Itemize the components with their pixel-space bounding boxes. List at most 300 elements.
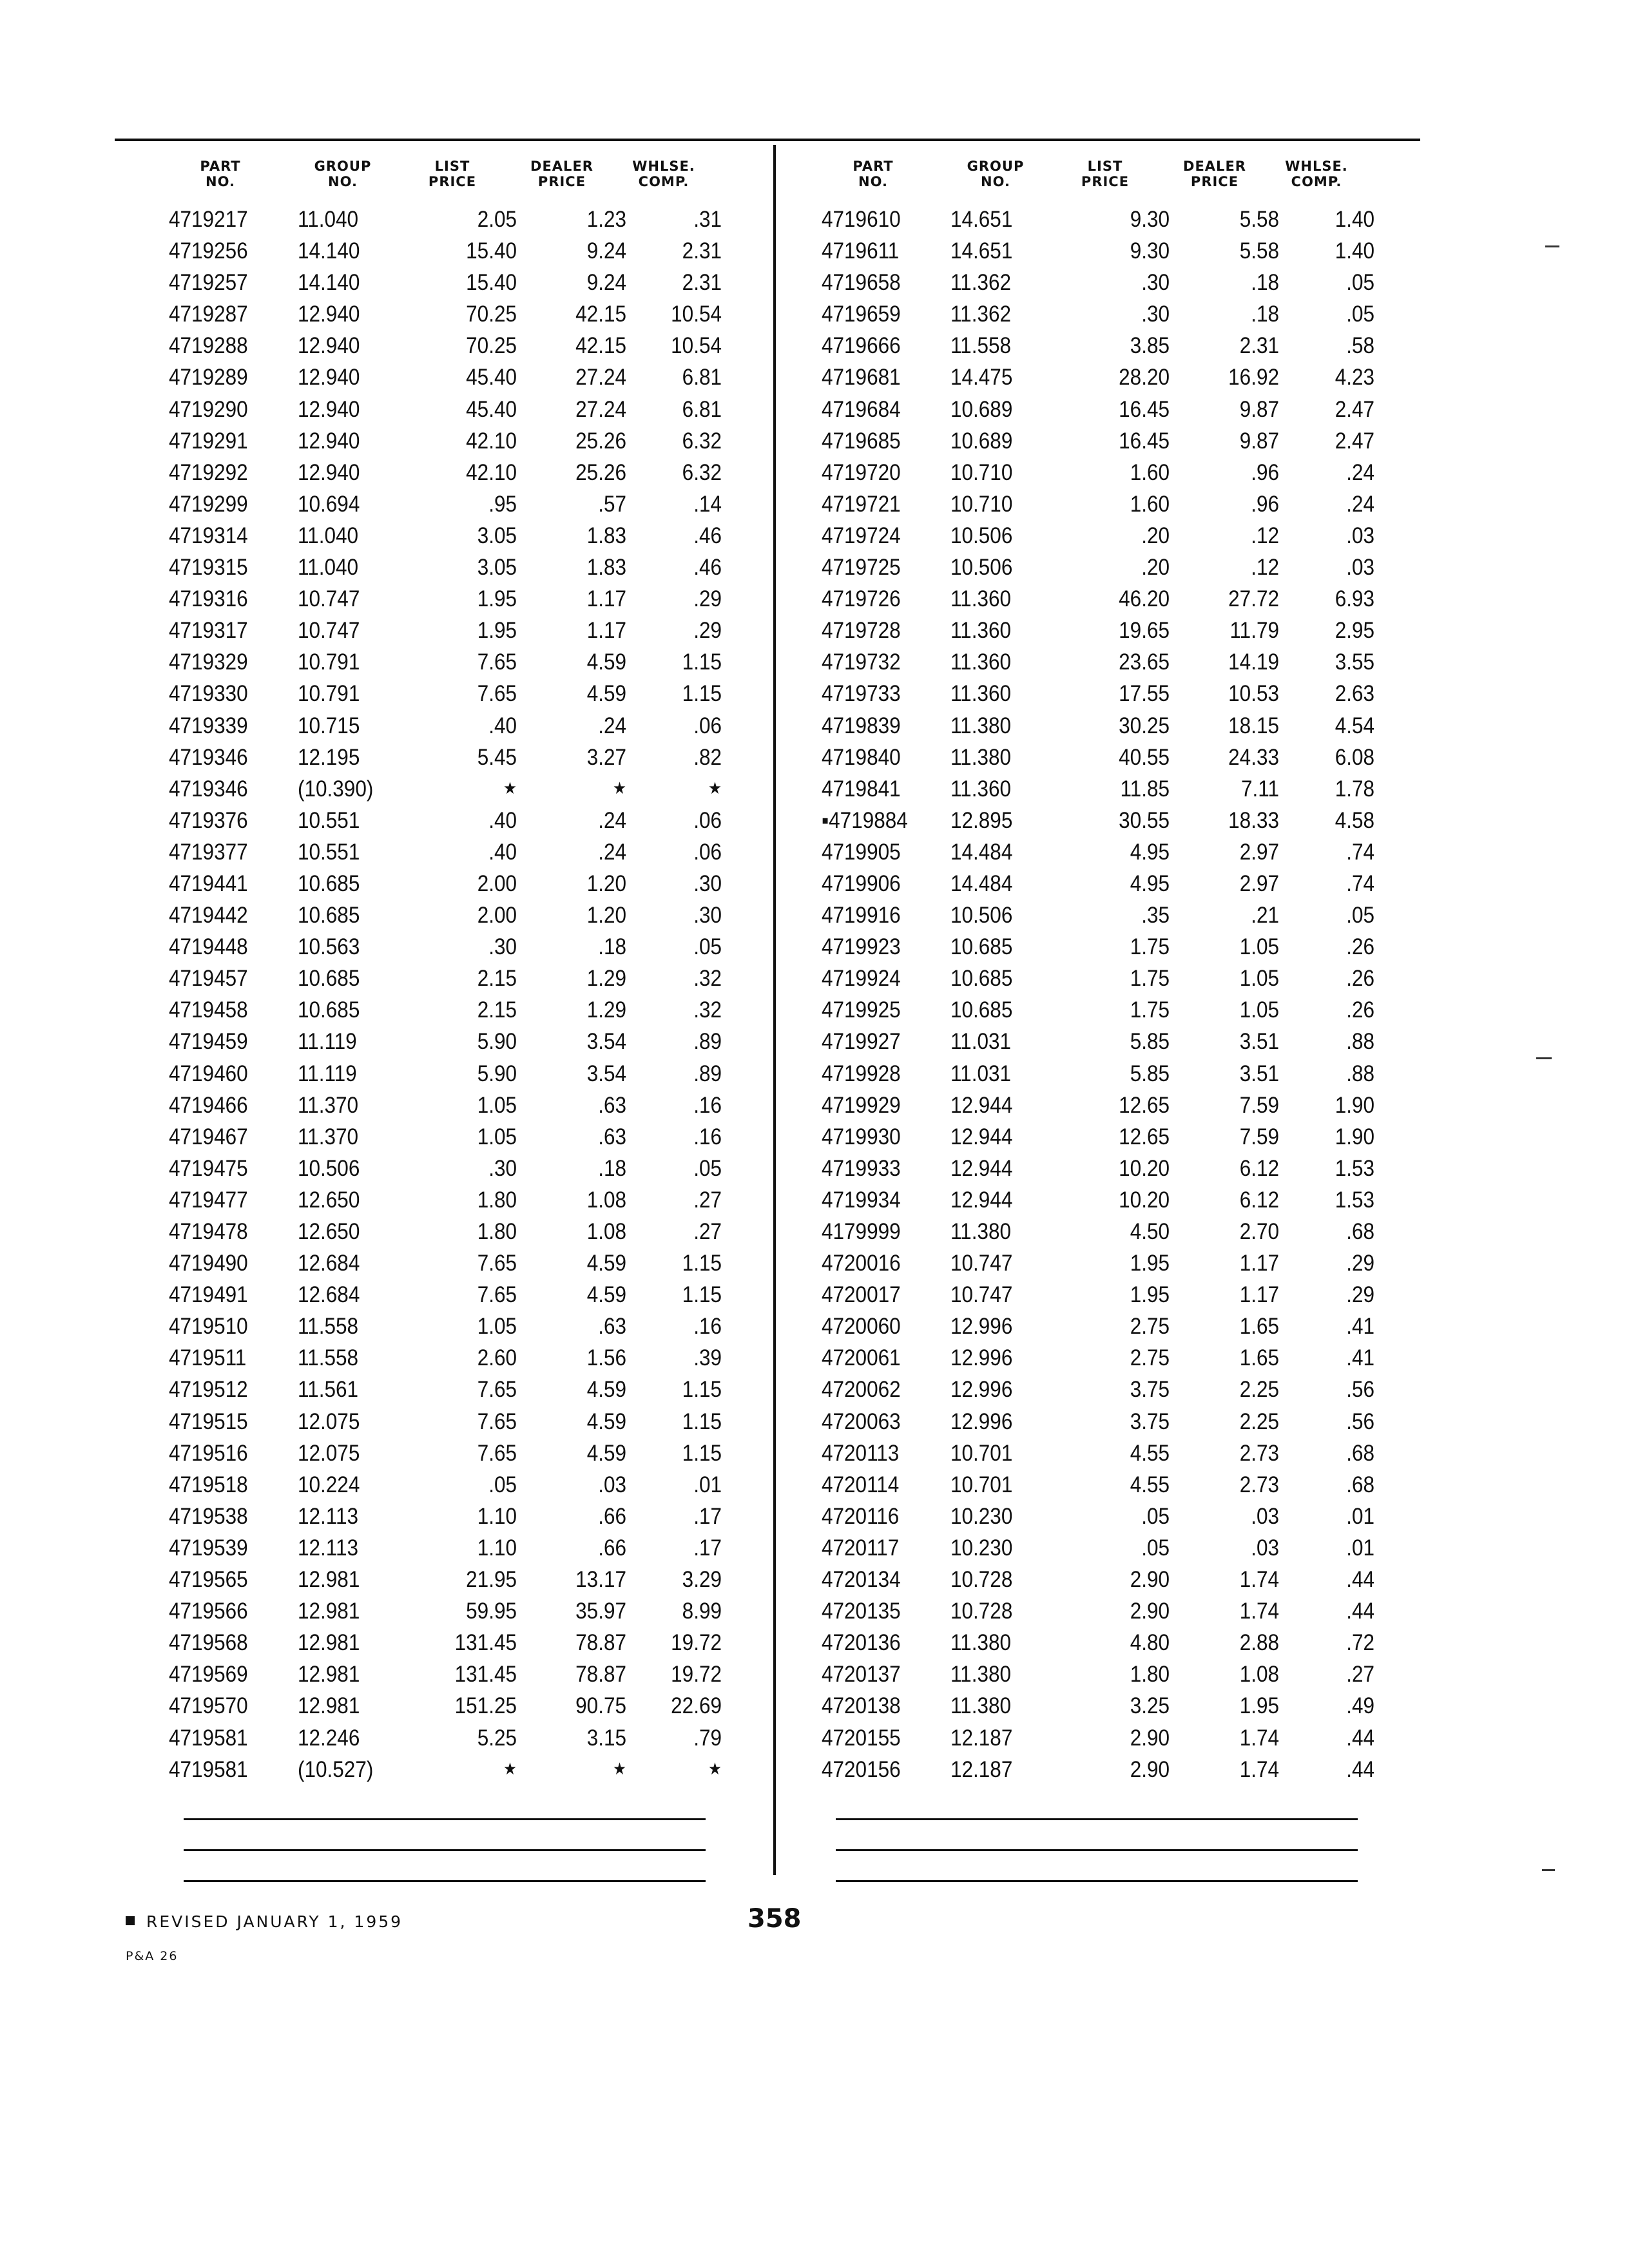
- table-row: [822, 678, 1414, 709]
- group-no-cell: 11.360: [950, 776, 1012, 802]
- group-no-cell: 11.360: [950, 681, 1012, 707]
- part-no-cell: 4719733: [822, 681, 901, 707]
- table-row: [169, 1121, 762, 1153]
- part-no-cell: 4719299: [169, 491, 248, 517]
- group-no-cell: 12.940: [298, 428, 360, 454]
- list-price-cell: 1.05: [477, 1092, 517, 1118]
- group-no-cell: 12.650: [298, 1187, 360, 1213]
- header-group-no: GROUP NO.: [314, 159, 372, 189]
- margin-mark: [1542, 1869, 1555, 1871]
- part-no-cell: 4720138: [822, 1693, 901, 1719]
- list-price-cell: 3.75: [1130, 1408, 1170, 1434]
- table-row: [822, 1501, 1414, 1532]
- group-no-cell: 12.246: [298, 1725, 360, 1751]
- table-row: [169, 773, 762, 805]
- part-no-cell: 4719329: [169, 649, 248, 675]
- part-no-cell: 4720116: [822, 1503, 900, 1529]
- table-row: [822, 1690, 1414, 1722]
- group-no-cell: 11.360: [950, 649, 1012, 675]
- list-price-cell: 9.30: [1130, 207, 1170, 232]
- dealer-price-cell: 1.74: [1239, 1599, 1279, 1624]
- part-no-cell: 4719681: [822, 365, 901, 390]
- whlse-comp-cell: 22.69: [671, 1693, 722, 1719]
- group-no-cell: 10.747: [950, 1251, 1013, 1276]
- header-list-price: LIST PRICE: [428, 159, 477, 189]
- table-header: [822, 159, 1414, 197]
- table-row: [169, 1690, 762, 1722]
- dealer-price-cell: 4.59: [586, 1282, 626, 1308]
- whlse-comp-cell: .88: [1346, 1029, 1374, 1055]
- dealer-price-cell: 1.08: [586, 1219, 626, 1244]
- dealer-price-cell: 3.51: [1239, 1061, 1279, 1086]
- table-row: [822, 994, 1414, 1026]
- list-price-cell: 1.95: [1130, 1251, 1170, 1276]
- dealer-price-cell: 1.23: [586, 207, 626, 232]
- part-no-cell: 4719570: [169, 1693, 248, 1719]
- list-price-cell: 12.65: [1119, 1124, 1170, 1149]
- dealer-price-cell: 2.73: [1239, 1472, 1279, 1497]
- whlse-comp-cell: 1.53: [1335, 1155, 1374, 1181]
- group-no-cell: 10.551: [298, 807, 360, 833]
- header-part-no: PART NO.: [200, 159, 241, 189]
- list-price-cell: 4.95: [1130, 870, 1170, 896]
- group-no-cell: 10.230: [950, 1503, 1013, 1529]
- whlse-comp-cell: 1.15: [682, 1251, 722, 1276]
- list-price-cell: .40: [488, 807, 517, 833]
- header-dealer-price: DEALER PRICE: [1183, 159, 1246, 189]
- group-no-cell: 14.140: [298, 238, 360, 264]
- whlse-comp-cell: .06: [693, 713, 722, 738]
- part-no-cell: 4719569: [169, 1662, 248, 1687]
- group-no-cell: 10.728: [950, 1599, 1013, 1624]
- whlse-comp-cell: .05: [1346, 302, 1374, 327]
- table-row: [822, 488, 1414, 520]
- dealer-price-cell: 2.25: [1239, 1377, 1279, 1403]
- list-price-cell: 7.65: [477, 1377, 517, 1403]
- group-no-cell: 11.040: [298, 207, 359, 232]
- list-price-cell: 1.75: [1130, 966, 1170, 992]
- column-divider: [773, 145, 776, 1875]
- right-price-table: [822, 159, 1414, 1785]
- table-row: [822, 615, 1414, 646]
- part-no-cell: 4719346: [169, 776, 248, 802]
- group-no-cell: 12.944: [950, 1124, 1013, 1149]
- table-row: [822, 457, 1414, 488]
- group-no-cell: 10.728: [950, 1567, 1013, 1593]
- dealer-price-cell: 42.15: [575, 333, 626, 359]
- part-no-cell: 4719217: [169, 207, 248, 232]
- whlse-comp-cell: 1.15: [682, 1440, 722, 1466]
- whlse-comp-cell: .05: [1346, 903, 1374, 928]
- part-no-cell: 4719923: [822, 934, 901, 960]
- table-row: [822, 1279, 1414, 1311]
- list-price-cell: 2.15: [477, 997, 517, 1023]
- dealer-price-cell: 1.56: [586, 1345, 626, 1371]
- dealer-price-cell: 6.12: [1239, 1155, 1279, 1181]
- list-price-cell: 30.55: [1119, 807, 1170, 833]
- list-price-cell: 7.65: [477, 1440, 517, 1466]
- part-no-cell: 4719467: [169, 1124, 248, 1149]
- dealer-price-cell: 1.05: [1239, 934, 1279, 960]
- whlse-comp-cell: .30: [693, 870, 722, 896]
- whlse-comp-cell: .26: [1346, 934, 1374, 960]
- dealer-price-cell: .21: [1251, 903, 1279, 928]
- whlse-comp-cell: 1.15: [682, 1408, 722, 1434]
- part-no-cell: 4719538: [169, 1503, 248, 1529]
- whlse-comp-cell: .05: [693, 934, 722, 960]
- whlse-comp-cell: 1.90: [1335, 1124, 1374, 1149]
- table-row: [169, 1658, 762, 1690]
- dealer-price-cell: .18: [1251, 270, 1279, 296]
- table-row: [822, 552, 1414, 583]
- list-price-cell: 70.25: [466, 302, 517, 327]
- dealer-price-cell: 14.19: [1228, 649, 1279, 675]
- part-no-cell: 4719839: [822, 713, 901, 738]
- table-row: [169, 1595, 762, 1627]
- table-row: [169, 361, 762, 393]
- list-price-cell: 15.40: [466, 270, 517, 296]
- group-no-cell: 11.380: [950, 1219, 1012, 1244]
- list-price-cell: 45.40: [466, 365, 517, 390]
- list-price-cell: 5.85: [1130, 1029, 1170, 1055]
- dealer-price-cell: .24: [598, 839, 626, 865]
- table-row: [169, 1754, 762, 1785]
- whlse-comp-cell: .05: [1346, 270, 1374, 296]
- margin-mark: [1545, 245, 1559, 247]
- list-price-cell: 4.55: [1130, 1440, 1170, 1466]
- list-price-cell: 30.25: [1119, 713, 1170, 738]
- part-no-cell: 4719566: [169, 1599, 248, 1624]
- whlse-comp-cell: .89: [693, 1029, 722, 1055]
- dealer-price-cell: 1.29: [586, 966, 626, 992]
- table-row: [169, 963, 762, 994]
- group-no-cell: 11.040: [298, 523, 359, 548]
- whlse-comp-cell: 1.15: [682, 1377, 722, 1403]
- list-price-cell: 3.05: [477, 523, 517, 548]
- list-price-cell: 42.10: [466, 428, 517, 454]
- dealer-price-cell: .63: [598, 1092, 626, 1118]
- part-no-cell: 4719518: [169, 1472, 248, 1497]
- table-row: [169, 552, 762, 583]
- part-no-cell: 4719477: [169, 1187, 248, 1213]
- list-price-cell: 70.25: [466, 333, 517, 359]
- whlse-comp-cell: .72: [1346, 1630, 1374, 1656]
- list-price-cell: 151.25: [454, 1693, 517, 1719]
- dealer-price-cell: 4.59: [586, 1377, 626, 1403]
- whlse-comp-cell: .27: [693, 1219, 722, 1244]
- dealer-price-cell: 9.87: [1239, 428, 1279, 454]
- part-no-cell: 4719539: [169, 1535, 248, 1561]
- whlse-comp-cell: ★: [708, 778, 722, 798]
- dealer-price-cell: 27.24: [575, 365, 626, 390]
- table-row: [169, 488, 762, 520]
- list-price-cell: 2.00: [477, 903, 517, 928]
- group-no-cell: (10.527): [298, 1756, 374, 1782]
- dealer-price-cell: 24.33: [1228, 744, 1279, 770]
- whlse-comp-cell: .16: [693, 1314, 722, 1340]
- dealer-price-cell: 1.08: [586, 1187, 626, 1213]
- table-row: [169, 1090, 762, 1121]
- whlse-comp-cell: .29: [1346, 1282, 1374, 1308]
- list-price-cell: 1.75: [1130, 997, 1170, 1023]
- left-price-table: [169, 159, 762, 1785]
- whlse-comp-cell: .29: [1346, 1251, 1374, 1276]
- table-row: [822, 1342, 1414, 1374]
- dealer-price-cell: 7.59: [1239, 1124, 1279, 1149]
- part-no-cell: 4720061: [822, 1345, 901, 1371]
- dealer-price-cell: 1.65: [1239, 1314, 1279, 1340]
- table-row: [822, 583, 1414, 615]
- table-row: [169, 805, 762, 836]
- whlse-comp-cell: .88: [1346, 1061, 1374, 1086]
- dealer-price-cell: .66: [598, 1535, 626, 1561]
- table-body: [169, 204, 762, 1785]
- part-no-cell: 4720017: [822, 1282, 901, 1308]
- group-no-cell: 10.506: [298, 1155, 360, 1181]
- part-no-cell: 4719925: [822, 997, 901, 1023]
- group-no-cell: 10.689: [950, 428, 1013, 454]
- list-price-cell: .35: [1141, 903, 1170, 928]
- list-price-cell: 131.45: [454, 1662, 517, 1687]
- whlse-comp-cell: 1.15: [682, 681, 722, 707]
- dealer-price-cell: 4.59: [586, 1408, 626, 1434]
- whlse-comp-cell: .32: [693, 997, 722, 1023]
- dealer-price-cell: 7.59: [1239, 1092, 1279, 1118]
- table-row: [169, 1722, 762, 1754]
- table-row: [169, 1184, 762, 1216]
- whlse-comp-cell: 1.40: [1335, 238, 1374, 264]
- group-no-cell: 11.360: [950, 586, 1012, 612]
- whlse-comp-cell: .74: [1346, 839, 1374, 865]
- group-no-cell: 11.380: [950, 1662, 1012, 1687]
- dealer-price-cell: 2.25: [1239, 1408, 1279, 1434]
- group-no-cell: 12.075: [298, 1408, 360, 1434]
- list-price-cell: 4.80: [1130, 1630, 1170, 1656]
- group-no-cell: 11.040: [298, 555, 359, 581]
- table-row: [822, 1627, 1414, 1658]
- list-price-cell: 10.20: [1119, 1155, 1170, 1181]
- group-no-cell: 12.684: [298, 1282, 360, 1308]
- whlse-comp-cell: .29: [693, 586, 722, 612]
- group-no-cell: 12.944: [950, 1155, 1013, 1181]
- dealer-price-cell: 9.24: [586, 270, 626, 296]
- list-price-cell: 2.75: [1130, 1314, 1170, 1340]
- dealer-price-cell: .12: [1251, 555, 1279, 581]
- whlse-comp-cell: 2.31: [682, 270, 722, 296]
- list-price-cell: 1.75: [1130, 934, 1170, 960]
- group-no-cell: 10.747: [950, 1282, 1013, 1308]
- group-no-cell: 11.370: [298, 1092, 359, 1118]
- group-no-cell: 12.996: [950, 1377, 1013, 1403]
- group-no-cell: 14.651: [950, 238, 1013, 264]
- table-row: [169, 520, 762, 552]
- group-no-cell: 10.551: [298, 839, 360, 865]
- table-row: [169, 1058, 762, 1090]
- group-no-cell: 10.506: [950, 555, 1013, 581]
- group-no-cell: 12.944: [950, 1187, 1013, 1213]
- part-no-cell: 4719330: [169, 681, 248, 707]
- table-row: [822, 267, 1414, 298]
- part-no-cell: 4719568: [169, 1630, 248, 1656]
- group-no-cell: 10.230: [950, 1535, 1013, 1561]
- part-no-cell: ▪4719884: [822, 807, 908, 833]
- dealer-price-cell: .18: [598, 1155, 626, 1181]
- whlse-comp-cell: .49: [1346, 1693, 1374, 1719]
- part-no-cell: 4719510: [169, 1314, 248, 1340]
- whlse-comp-cell: 4.58: [1335, 807, 1374, 833]
- part-no-cell: 4719459: [169, 1029, 248, 1055]
- table-row: [822, 710, 1414, 742]
- group-no-cell: 12.650: [298, 1219, 360, 1244]
- list-price-cell: .05: [488, 1472, 517, 1497]
- list-price-cell: 1.10: [477, 1503, 517, 1529]
- dealer-price-cell: 2.73: [1239, 1440, 1279, 1466]
- whlse-comp-cell: .82: [693, 744, 722, 770]
- list-price-cell: 131.45: [454, 1630, 517, 1656]
- dealer-price-cell: 1.83: [586, 555, 626, 581]
- whlse-comp-cell: .16: [693, 1124, 722, 1149]
- list-price-cell: 2.05: [477, 207, 517, 232]
- dealer-price-cell: .96: [1251, 491, 1279, 517]
- list-price-cell: 1.80: [477, 1219, 517, 1244]
- part-no-cell: 4720063: [822, 1408, 901, 1434]
- whlse-comp-cell: 10.54: [671, 302, 722, 327]
- dealer-price-cell: 1.08: [1239, 1662, 1279, 1687]
- table-row: [822, 1216, 1414, 1247]
- dealer-price-cell: 2.31: [1239, 333, 1279, 359]
- list-price-cell: 3.05: [477, 555, 517, 581]
- table-row: [822, 1532, 1414, 1564]
- group-no-cell: 10.685: [950, 997, 1013, 1023]
- revised-note: [126, 1912, 403, 1931]
- table-row: [822, 235, 1414, 267]
- table-row: [169, 1279, 762, 1311]
- table-row: [169, 1311, 762, 1342]
- whlse-comp-cell: .01: [693, 1472, 722, 1497]
- whlse-comp-cell: .68: [1346, 1440, 1374, 1466]
- table-row: [169, 1026, 762, 1057]
- whlse-comp-cell: .29: [693, 618, 722, 644]
- list-price-cell: 1.80: [477, 1187, 517, 1213]
- part-no-cell: 4719288: [169, 333, 248, 359]
- table-row: [169, 1437, 762, 1469]
- dealer-price-cell: 1.17: [586, 618, 626, 644]
- list-price-cell: .30: [1141, 270, 1170, 296]
- table-row: [169, 836, 762, 868]
- whlse-comp-cell: .56: [1346, 1408, 1374, 1434]
- dealer-price-cell: .03: [598, 1472, 626, 1497]
- part-no-cell: 4719339: [169, 713, 248, 738]
- group-no-cell: 10.791: [298, 681, 360, 707]
- dealer-price-cell: 90.75: [575, 1693, 626, 1719]
- part-no-cell: 4720134: [822, 1567, 901, 1593]
- part-no-cell: 4719490: [169, 1251, 248, 1276]
- whlse-comp-cell: 2.47: [1335, 428, 1374, 454]
- part-no-cell: 4719289: [169, 365, 248, 390]
- part-no-cell: 4719905: [822, 839, 901, 865]
- whlse-comp-cell: 19.72: [671, 1630, 722, 1656]
- dealer-price-cell: .57: [598, 491, 626, 517]
- table-row: [822, 773, 1414, 805]
- table-row: [822, 330, 1414, 361]
- dealer-price-cell: 4.59: [586, 1251, 626, 1276]
- part-no-cell: 4719314: [169, 523, 248, 548]
- dealer-price-cell: 1.20: [586, 903, 626, 928]
- group-no-cell: 12.940: [298, 365, 360, 390]
- list-price-cell: ★: [503, 1759, 517, 1779]
- table-row: [822, 899, 1414, 931]
- group-no-cell: 10.701: [950, 1472, 1013, 1497]
- whlse-comp-cell: 2.63: [1335, 681, 1374, 707]
- list-price-cell: 7.65: [477, 1251, 517, 1276]
- group-no-cell: 10.694: [298, 491, 360, 517]
- group-no-cell: 10.685: [298, 903, 360, 928]
- group-no-cell: 10.224: [298, 1472, 360, 1497]
- part-no-cell: 4719685: [822, 428, 901, 454]
- blank-rule: [184, 1849, 706, 1851]
- dealer-price-cell: 2.88: [1239, 1630, 1279, 1656]
- list-price-cell: 2.90: [1130, 1725, 1170, 1751]
- table-row: [822, 1406, 1414, 1437]
- group-no-cell: 10.563: [298, 934, 360, 960]
- part-no-cell: 4720114: [822, 1472, 900, 1497]
- dealer-price-cell: .63: [598, 1314, 626, 1340]
- group-no-cell: 10.685: [950, 966, 1013, 992]
- list-price-cell: 2.15: [477, 966, 517, 992]
- group-no-cell: 10.685: [950, 934, 1013, 960]
- whlse-comp-cell: .26: [1346, 997, 1374, 1023]
- group-no-cell: 10.701: [950, 1440, 1013, 1466]
- list-price-cell: 2.90: [1130, 1756, 1170, 1782]
- dealer-price-cell: .18: [1251, 302, 1279, 327]
- group-no-cell: 12.981: [298, 1693, 360, 1719]
- list-price-cell: 1.95: [1130, 1282, 1170, 1308]
- group-no-cell: 10.685: [298, 997, 360, 1023]
- dealer-price-cell: .12: [1251, 523, 1279, 548]
- whlse-comp-cell: 1.78: [1335, 776, 1374, 802]
- dealer-price-cell: 1.20: [586, 870, 626, 896]
- part-no-cell: 4719610: [822, 207, 901, 232]
- list-price-cell: 9.30: [1130, 238, 1170, 264]
- whlse-comp-cell: 6.32: [682, 459, 722, 485]
- table-row: [169, 1406, 762, 1437]
- whlse-comp-cell: .06: [693, 839, 722, 865]
- whlse-comp-cell: 10.54: [671, 333, 722, 359]
- dealer-price-cell: 4.59: [586, 681, 626, 707]
- list-price-cell: 1.10: [477, 1535, 517, 1561]
- dealer-price-cell: .96: [1251, 459, 1279, 485]
- list-price-cell: 1.95: [477, 586, 517, 612]
- dealer-price-cell: ★: [613, 778, 626, 798]
- group-no-cell: 12.940: [298, 333, 360, 359]
- list-price-cell: 42.10: [466, 459, 517, 485]
- part-no-cell: 4719906: [822, 870, 901, 896]
- whlse-comp-cell: 6.08: [1335, 744, 1374, 770]
- whlse-comp-cell: 3.55: [1335, 649, 1374, 675]
- dealer-price-cell: 1.17: [586, 586, 626, 612]
- list-price-cell: 5.25: [477, 1725, 517, 1751]
- table-row: [169, 394, 762, 425]
- list-price-cell: 2.75: [1130, 1345, 1170, 1371]
- dealer-price-cell: 5.58: [1239, 238, 1279, 264]
- list-price-cell: 2.90: [1130, 1599, 1170, 1624]
- whlse-comp-cell: .01: [1346, 1503, 1374, 1529]
- list-price-cell: .30: [488, 934, 517, 960]
- list-price-cell: 16.45: [1119, 396, 1170, 422]
- part-no-cell: 4719721: [822, 491, 901, 517]
- whlse-comp-cell: 4.23: [1335, 365, 1374, 390]
- group-no-cell: 12.981: [298, 1630, 360, 1656]
